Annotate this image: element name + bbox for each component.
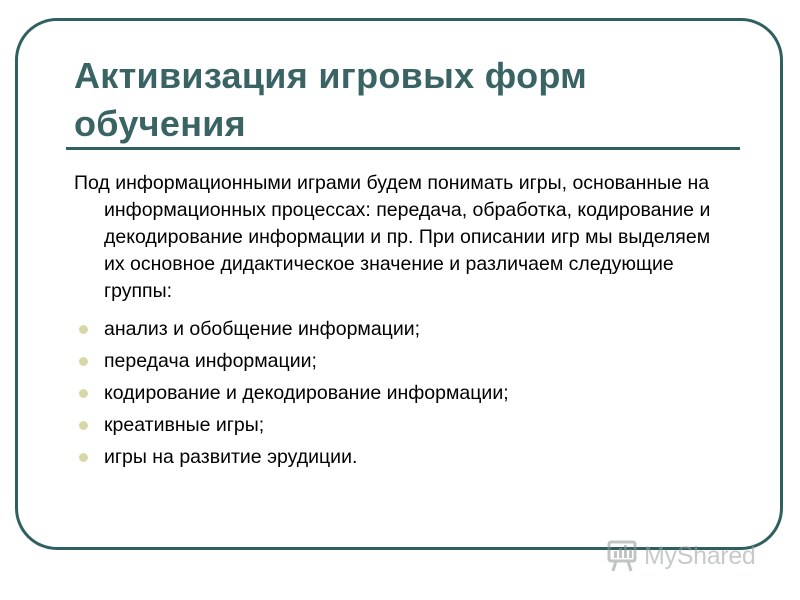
slide-title: Активизация игровых форм обучения xyxy=(74,55,588,144)
presentation-board-icon xyxy=(606,539,640,573)
bullet-dot-icon xyxy=(79,325,88,334)
bullet-item xyxy=(74,313,734,345)
bullet-list xyxy=(74,313,734,473)
myshared-watermark xyxy=(606,538,756,574)
bullet-text: кодирование и декодирование информации; xyxy=(104,382,509,404)
intro-paragraph: Под информационными играми будем понимать игры, основанные на информационных процессах: передача, обработка, кодирование и декодирование информации и пр. При описании игр мы выделяем их основное дидактическое значение и различаем следующие группы: xyxy=(74,172,711,302)
title-divider xyxy=(66,147,740,150)
bullet-item xyxy=(74,441,734,473)
bullet-item xyxy=(74,377,734,409)
bullet-dot-icon xyxy=(79,389,88,398)
bullet-text: передача информации; xyxy=(104,350,317,372)
bullet-item xyxy=(74,345,734,377)
bullet-dot-icon xyxy=(79,357,88,366)
bullet-text: игры на развитие эрудиции. xyxy=(104,446,358,468)
bullet-item xyxy=(74,409,734,441)
watermark-text: MyShared xyxy=(644,541,756,570)
bullet-text: креативные игры; xyxy=(104,414,265,436)
bullet-dot-icon xyxy=(79,453,88,462)
bullet-dot-icon xyxy=(79,421,88,430)
bullet-text: анализ и обобщение информации; xyxy=(104,318,421,340)
slide-body xyxy=(74,170,734,473)
